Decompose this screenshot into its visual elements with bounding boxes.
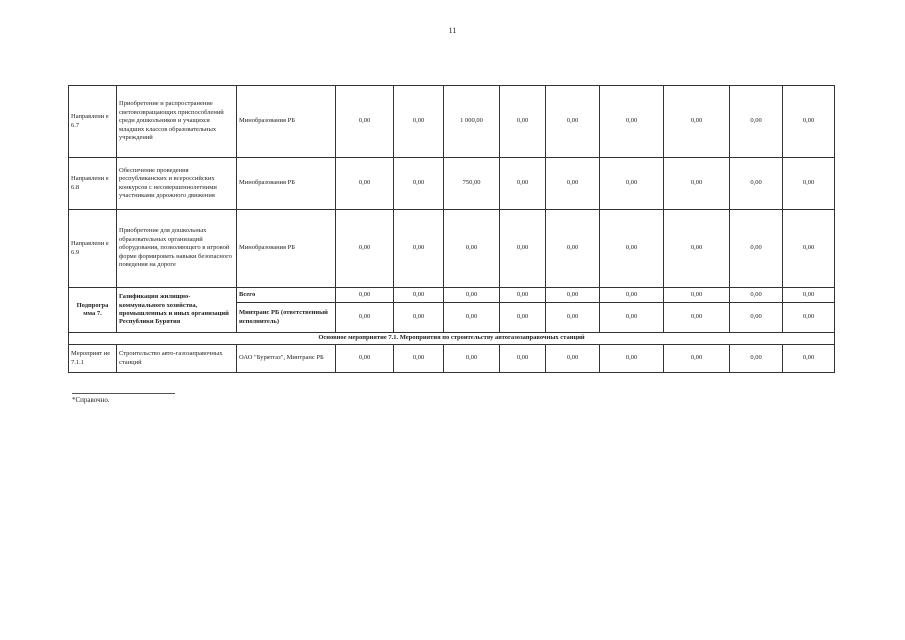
value-cell: 0,00	[600, 288, 664, 303]
subprogram-executor: Всего	[237, 288, 336, 303]
row-id: Направлени е 6.9	[69, 210, 117, 288]
value-cell: 0,00	[336, 210, 394, 288]
value-cell: 0,00	[783, 288, 835, 303]
event-id: Мероприят ие 7.1.1	[69, 345, 117, 373]
table-row	[69, 210, 835, 288]
row-id: Направлени е 6.8	[69, 158, 117, 210]
value-cell: 0,00	[664, 345, 730, 373]
value-cell: 0,00	[336, 303, 394, 333]
footnote: *Справочно.	[72, 396, 110, 404]
value-cell: 0,00	[394, 86, 444, 158]
value-cell: 0,00	[336, 345, 394, 373]
value-cell: 0,00	[546, 288, 600, 303]
row-description: Приобретение для дошкольных образовательных организаций оборудования, позволяющего в игровой форме формировать навыки безопасного поведения на дороге	[117, 210, 237, 288]
event-row	[69, 345, 835, 373]
value-cell: 0,00	[546, 345, 600, 373]
value-cell: 0,00	[600, 86, 664, 158]
value-cell: 0,00	[600, 158, 664, 210]
row-description: Приобретение и распространение световозвращающих приспособлений среди дошкольников и учащихся младших классов образовательных учреждений	[117, 86, 237, 158]
value-cell: 0,00	[600, 303, 664, 333]
value-cell: 0,00	[546, 158, 600, 210]
value-cell: 0,00	[664, 86, 730, 158]
value-cell: 0,00	[730, 303, 783, 333]
row-id: Направлени е 6.7	[69, 86, 117, 158]
value-cell: 0,00	[336, 158, 394, 210]
value-cell: 0,00	[394, 210, 444, 288]
row-executor: Минобразования РБ	[237, 86, 336, 158]
value-cell: 0,00	[546, 303, 600, 333]
value-cell: 0,00	[783, 303, 835, 333]
value-cell: 0,00	[500, 86, 546, 158]
value-cell: 0,00	[664, 210, 730, 288]
value-cell: 0,00	[546, 86, 600, 158]
value-cell: 0,00	[664, 158, 730, 210]
value-cell: 0,00	[444, 288, 500, 303]
value-cell: 0,00	[730, 210, 783, 288]
value-cell: 0,00	[394, 345, 444, 373]
value-cell: 0,00	[336, 86, 394, 158]
value-cell: 0,00	[444, 303, 500, 333]
event-description: Строительство авто-газозаправочных станций	[117, 345, 237, 373]
value-cell: 0,00	[730, 158, 783, 210]
row-executor: Минобразования РБ	[237, 210, 336, 288]
row-executor: Минобразования РБ	[237, 158, 336, 210]
table-body	[69, 86, 835, 373]
value-cell: 0,00	[444, 345, 500, 373]
value-cell: 0,00	[783, 210, 835, 288]
value-cell: 0,00	[783, 86, 835, 158]
value-cell: 0,00	[783, 158, 835, 210]
event-executor: ОАО "Бурятгаз", Минтранс РБ	[237, 345, 336, 373]
footnote-divider	[72, 393, 175, 394]
value-cell: 0,00	[394, 158, 444, 210]
value-cell: 0,00	[783, 345, 835, 373]
value-cell: 0,00	[500, 303, 546, 333]
value-cell: 0,00	[664, 288, 730, 303]
value-cell: 0,00	[664, 303, 730, 333]
subprogram-id: Подпрогра мма 7.	[69, 288, 117, 333]
value-cell: 0,00	[730, 288, 783, 303]
section-header-row	[69, 333, 835, 345]
table-row	[69, 86, 835, 158]
value-cell: 750,00	[444, 158, 500, 210]
value-cell: 0,00	[500, 288, 546, 303]
table-row	[69, 158, 835, 210]
value-cell: 0,00	[444, 210, 500, 288]
value-cell: 0,00	[500, 210, 546, 288]
value-cell: 0,00	[600, 210, 664, 288]
value-cell: 1 000,00	[444, 86, 500, 158]
value-cell: 0,00	[730, 86, 783, 158]
value-cell: 0,00	[336, 288, 394, 303]
value-cell: 0,00	[730, 345, 783, 373]
value-cell: 0,00	[500, 345, 546, 373]
value-cell: 0,00	[394, 288, 444, 303]
subprogram-executor: Минтранс РБ (ответственный исполнитель)	[237, 303, 336, 333]
subprogram-description: Газификация жилищно-коммунального хозяйства, промышленных и иных организаций Республики Бурятия	[117, 288, 237, 333]
value-cell: 0,00	[500, 158, 546, 210]
page-number: 11	[448, 26, 457, 35]
value-cell: 0,00	[394, 303, 444, 333]
section-header: Основное мероприятие 7.1. Мероприятия по строительству автогазозаправочных станций	[69, 333, 835, 345]
row-description: Обеспечение проведения республиканских и всероссийских конкурсов с несовершеннолетними участниками дорожного движения	[117, 158, 237, 210]
budget-table	[68, 85, 835, 373]
value-cell: 0,00	[546, 210, 600, 288]
subprogram-row	[69, 288, 835, 303]
value-cell: 0,00	[600, 345, 664, 373]
